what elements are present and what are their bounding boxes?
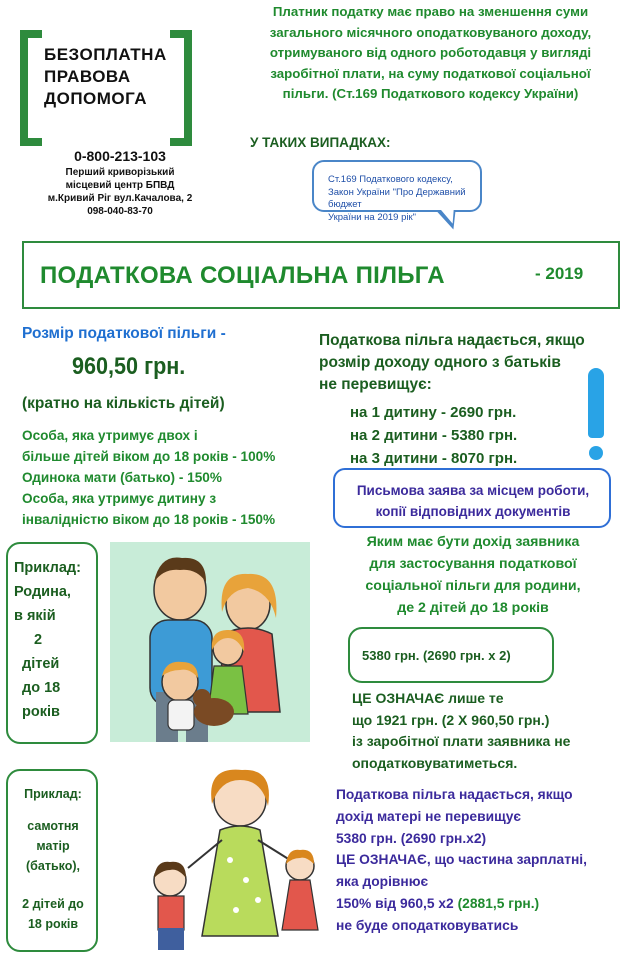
benefit-rates	[22, 425, 322, 530]
contacts	[10, 148, 230, 218]
meaning-line: із заробітної плати заявника не	[352, 733, 571, 749]
example-line: років	[22, 704, 60, 720]
hotline-phone: 0-800-213-103	[74, 148, 166, 164]
example-line: матір	[36, 839, 70, 853]
example-line: до 18	[22, 680, 61, 696]
example-line: Приклад:	[14, 560, 81, 576]
limit-two-children: на 2 дитини - 5380 грн.	[350, 427, 518, 444]
condition-line: Податкова пільга надається, якщо	[319, 332, 585, 349]
question-line: для застосування податкової	[369, 556, 577, 572]
example-line: 2 дітей до	[22, 897, 84, 911]
intro-paragraph	[238, 2, 623, 105]
exclamation-icon	[588, 368, 604, 438]
example-line: в якій	[14, 608, 56, 624]
intro-line: пільги. (Ст.169 Податкового кодексу України)	[282, 86, 579, 101]
example-line: самотня	[27, 819, 79, 833]
rate-line: більше дітей віком до 18 років - 100%	[22, 449, 276, 464]
single-line: дохід матері не перевищує	[336, 808, 522, 824]
family-illustration	[110, 542, 310, 742]
exclamation-dot	[589, 446, 603, 460]
intro-line: отримуваного від одного роботодавця у вигляді	[269, 45, 592, 60]
single-formula-amount: (2881,5 грн.)	[457, 895, 540, 911]
single-line: яка дорівнює	[336, 874, 429, 890]
intro-line: заробітної плати, на суму податкової соціальної	[270, 65, 591, 81]
benefit-size-label: Розмір податкової пільги -	[22, 325, 226, 342]
limit-three-children: на 3 дитини - 8070 грн.	[350, 450, 518, 467]
rate-line: Одинока мати (батько) - 150%	[22, 470, 222, 485]
logo-text	[44, 44, 167, 110]
application-note	[343, 480, 603, 522]
contact-line: місцевий центр БПВД	[65, 180, 175, 191]
limit-one-child: на 1 дитину - 2690 грн.	[350, 404, 517, 421]
intro-line: Платник податку має право на зменшення суми	[272, 4, 589, 19]
page-title: ПОДАТКОВА СОЦІАЛЬНА ПІЛЬГА	[40, 262, 445, 289]
example-line: дітей	[22, 656, 60, 672]
logo-line: ПРАВОВА	[44, 67, 131, 86]
condition-line: розмір доходу одного з батьків	[319, 354, 561, 371]
intro-line: загального місячного оподатковуваного доходу,	[269, 24, 592, 40]
answer-meaning	[352, 688, 570, 774]
single-parent-illustration	[150, 760, 328, 956]
example-family	[14, 556, 81, 724]
contact-address: м.Кривий Ріг вул.Качалова, 2	[47, 193, 193, 204]
logo-line: ДОПОМОГА	[44, 89, 148, 108]
single-formula: 150% від 960,5 х2	[336, 895, 458, 911]
rate-line: інвалідністю віком до 18 років - 150%	[22, 512, 276, 527]
example-line: 2	[34, 632, 43, 648]
title-year: - 2019	[535, 264, 584, 283]
benefit-amount: 960,50 грн.	[72, 353, 186, 380]
contact-phone: 098-040-83-70	[87, 206, 153, 217]
condition-line: не перевищує:	[319, 376, 432, 393]
rate-line: Особа, яка утримує дитину з	[22, 491, 217, 506]
application-line: Письмова заява за місцем роботи,	[356, 483, 590, 498]
single-line: Податкова пільга надається, якщо	[336, 787, 573, 802]
bubble-line: Ст.169 Податкового кодексу,	[328, 174, 453, 185]
income-condition	[319, 330, 585, 396]
meaning-line: оподатковуватиметься.	[352, 754, 518, 771]
meaning-line: ЦЕ ОЗНАЧАЄ лише те	[352, 690, 504, 706]
single-line: ЦЕ ОЗНАЧАЄ, що частина зарплатні,	[336, 852, 587, 868]
question-line: Яким має бути дохід заявника	[366, 534, 580, 550]
example-line: 18 років	[27, 917, 79, 931]
example-line: Родина,	[14, 584, 71, 600]
meaning-line: що 1921 грн. (2 Х 960,50 грн.)	[352, 711, 550, 728]
cases-heading: У ТАКИХ ВИПАДКАХ:	[250, 135, 391, 150]
single-parent-condition	[336, 784, 587, 937]
example-line: Приклад:	[24, 787, 82, 801]
example-question	[334, 531, 612, 619]
example-single-parent	[10, 784, 96, 934]
rate-line: Особа, яка утримує двох і	[22, 428, 198, 443]
law-reference-bubble	[312, 160, 482, 223]
single-line	[336, 893, 587, 915]
bubble-line: Закон України "Про Державний бюджет	[328, 186, 466, 210]
logo-right-bracket	[170, 30, 192, 146]
question-line: соціальної пільги для родини,	[365, 578, 581, 594]
logo-left-bracket	[20, 30, 42, 146]
contact-line: Перший криворізький	[65, 167, 175, 178]
bubble-line: України на 2019 рік"	[328, 211, 417, 223]
answer-value: 5380 грн. (2690 грн. х 2)	[362, 648, 511, 663]
application-line: копії відповідних документів	[375, 504, 571, 519]
single-line: 5380 грн. (2690 грн.х2)	[336, 830, 487, 846]
example-line: (батько),	[25, 859, 80, 873]
single-line: не буде оподатковуватись	[336, 917, 519, 933]
income-limits	[350, 401, 517, 470]
question-line: де 2 дітей до 18 років	[397, 600, 549, 616]
logo-line: БЕЗОПЛАТНА	[44, 45, 167, 64]
benefit-multiple-note: (кратно на кількість дітей)	[22, 395, 225, 412]
